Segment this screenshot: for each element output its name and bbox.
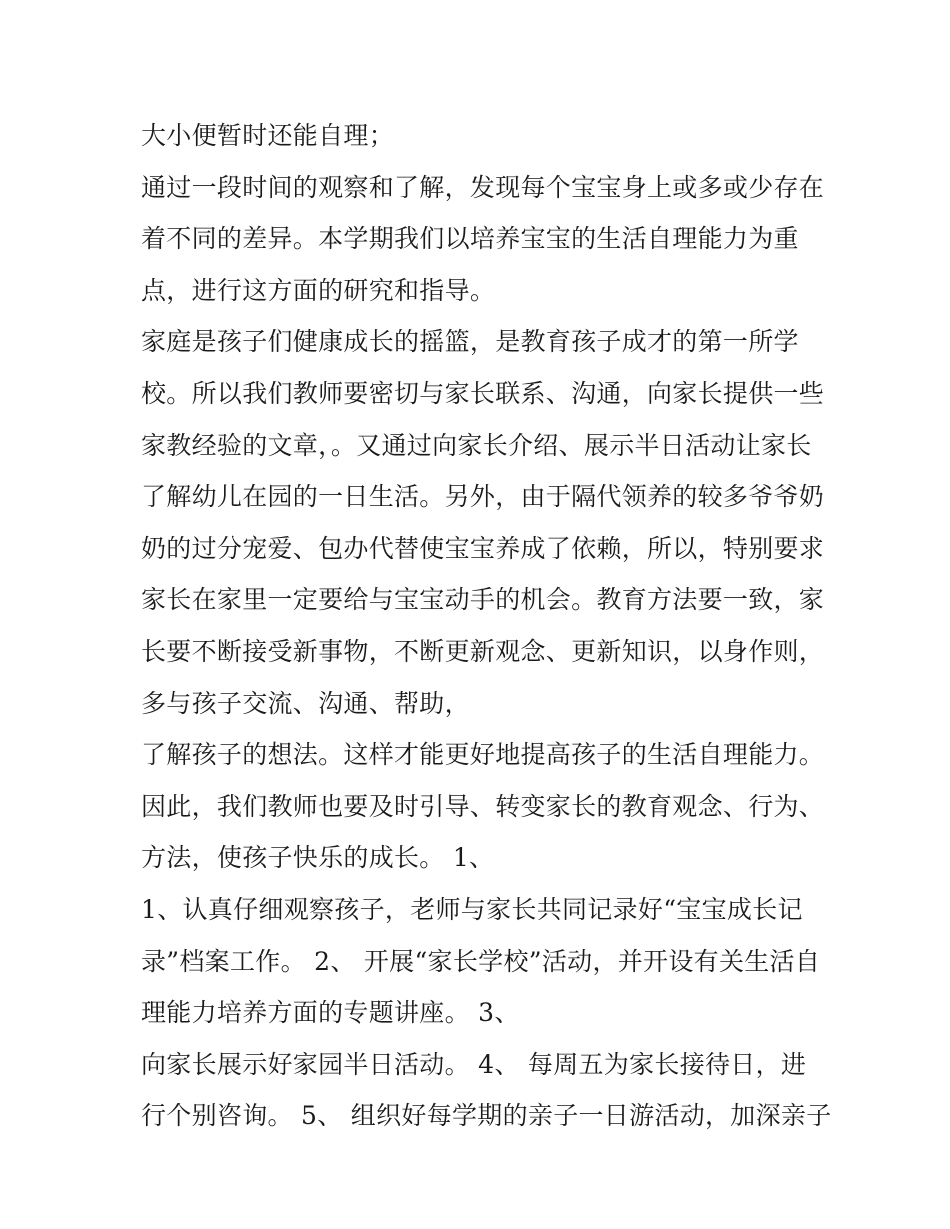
text-line: 着不同的差异。本学期我们以培养宝宝的生活自理能力为重 bbox=[141, 224, 799, 254]
text-line: 因此，我们教师也要及时引导、转变家长的教育观念、行为、 bbox=[141, 791, 825, 821]
text-line: 家长在家里一定要给与宝宝动手的机会。教育方法要一致，家 bbox=[141, 585, 825, 615]
text-line: 奶的过分宠爱、包办代替使宝宝养成了依赖，所以，特别要求 bbox=[141, 533, 825, 563]
text-line: 了解幼儿在园的一日生活。另外，由于隔代领养的较多爷爷奶 bbox=[141, 482, 825, 512]
text-line: 了解孩子的想法。这样才能更好地提高孩子的生活自理能力。 bbox=[141, 740, 825, 770]
text-line: 家庭是孩子们健康成长的摇篮，是教育孩子成才的第一所学 bbox=[141, 327, 799, 357]
text-line: 家教经验的文章，。又通过向家长介绍、展示半日活动让家长 bbox=[141, 430, 812, 460]
text-line: 方法，使孩子快乐的成长。 1、 bbox=[141, 843, 495, 873]
text-line: 大小便暂时还能自理； bbox=[141, 121, 395, 150]
text-line: 录”档案工作。 2、 开展“家长学校”活动，并开设有关生活自 bbox=[141, 946, 821, 976]
text-line: 理能力培养方面的专题讲座。 3、 bbox=[141, 998, 520, 1028]
text-line: 1、认真仔细观察孩子，老师与家长共同记录好“宝宝成长记 bbox=[141, 894, 803, 924]
text-line: 多与孩子交流、沟通、帮助， bbox=[141, 688, 470, 718]
text-line: 向家长展示好家园半日活动。 4、 每周五为家长接待日，进 bbox=[141, 1049, 807, 1079]
text-line: 校。所以我们教师要密切与家长联系、沟通，向家长提供一些 bbox=[141, 378, 825, 408]
text-line: 点，进行这方面的研究和指导。 bbox=[141, 275, 496, 305]
text-line: 通过一段时间的观察和了解，发现每个宝宝身上或多或少存在 bbox=[141, 172, 825, 202]
text-line: 长要不断接受新事物，不断更新观念、更新知识，以身作则， bbox=[141, 636, 825, 666]
body-text bbox=[141, 110, 841, 1142]
text-line: 行个别咨询。 5、 组织好每学期的亲子一日游活动，加深亲子 bbox=[141, 1101, 832, 1131]
